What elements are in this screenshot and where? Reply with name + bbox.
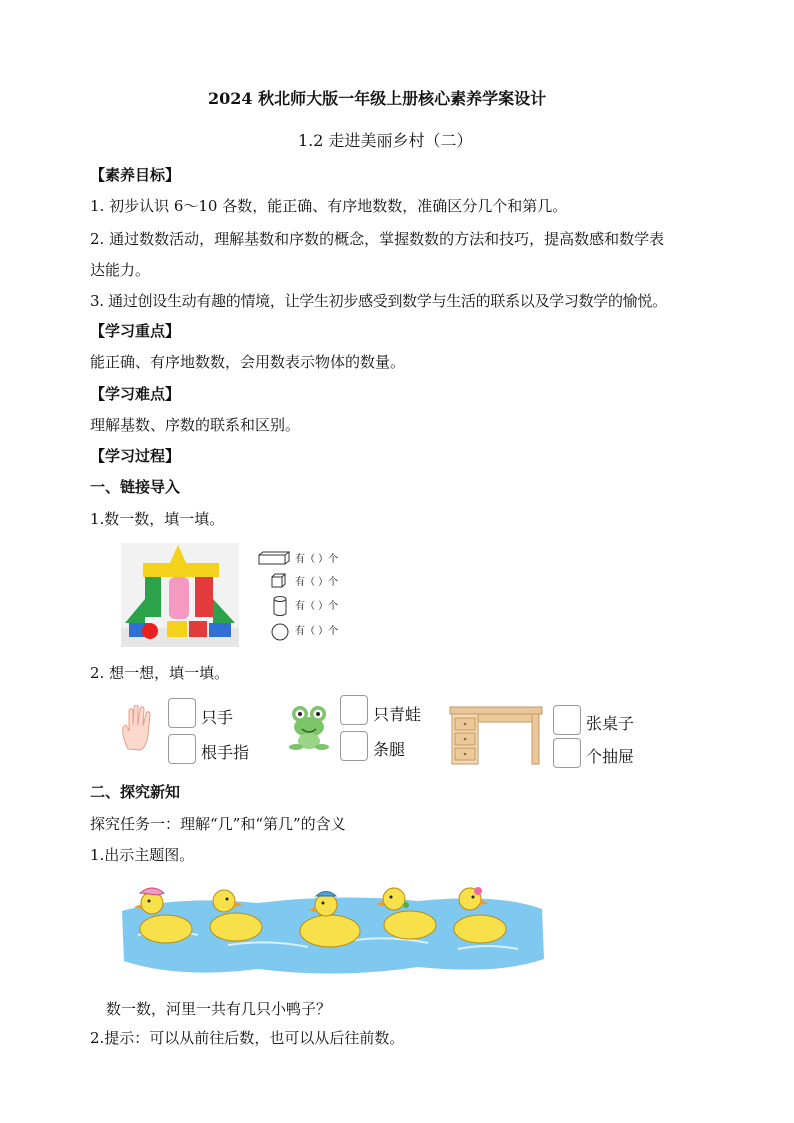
hand-image: [120, 705, 156, 751]
focus-text: 能正确、有序地数数，会用数表示物体的数量。: [90, 353, 406, 371]
building-blocks-image: [121, 543, 239, 647]
cuboid-icon: [258, 551, 290, 565]
answer-box-desks[interactable]: [553, 705, 581, 735]
goals-heading: 【素养目标】: [90, 166, 181, 184]
goal-3: 3. 通过创设生动有趣的情境，让学生初步感受到数学与生活的联系以及学习数学的愉悦。: [90, 292, 667, 310]
focus-heading: 【学习重点】: [90, 322, 181, 340]
ducks-river-image: [118, 875, 546, 983]
label-frogs: 只青蛙: [373, 705, 422, 724]
frog-image: [288, 705, 330, 751]
hint-text: 2.提示：可以从前往后数，也可以从后往前数。: [90, 1029, 405, 1047]
answer-box-frogs[interactable]: [340, 695, 368, 725]
question-1: 1.数一数，填一填。: [90, 510, 225, 528]
label-hands: 只手: [201, 708, 234, 727]
cylinder-icon: [273, 596, 287, 616]
answer-box-drawers[interactable]: [553, 738, 581, 768]
task-1: 探究任务一：理解“几”和“第几”的含义: [90, 815, 346, 833]
answer-box-fingers[interactable]: [168, 734, 196, 764]
goal-2a: 2. 通过数数活动，理解基数和序数的概念，掌握数数的方法和技巧，提高数感和数学表: [90, 230, 665, 248]
goal-2b: 达能力。: [90, 261, 151, 279]
label-desks: 张桌子: [586, 714, 635, 733]
section2-heading: 二、探究新知: [90, 783, 181, 801]
label-legs: 条腿: [373, 740, 406, 759]
duck-question: 数一数，河里一共有几只小鸭子？: [106, 1000, 332, 1018]
desk-image: [448, 705, 544, 767]
difficulty-text: 理解基数、序数的联系和区别。: [90, 416, 301, 434]
label-fingers: 根手指: [201, 743, 250, 762]
cube-icon: [271, 573, 287, 589]
fill-row-cube: 有（ ）个: [295, 577, 339, 588]
fill-row-sphere: 有（ ）个: [295, 626, 339, 637]
answer-box-hands[interactable]: [168, 698, 196, 728]
process-heading: 【学习过程】: [90, 447, 181, 465]
lesson-title: 1.2 走进美丽乡村（二）: [298, 131, 473, 150]
page-title: 2024 秋北师大版一年级上册核心素养学案设计: [208, 89, 547, 108]
fill-row-cylinder: 有（ ）个: [295, 601, 339, 612]
show-theme-picture: 1.出示主题图。: [90, 846, 195, 864]
goal-1: 1. 初步认识 6～10 各数，能正确、有序地数数，准确区分几个和第几。: [90, 197, 568, 215]
section1-heading: 一、链接导入: [90, 478, 181, 496]
difficulty-heading: 【学习难点】: [90, 385, 181, 403]
fill-row-cuboid: 有（ ）个: [295, 554, 339, 565]
sphere-icon: [271, 623, 289, 641]
label-drawers: 个抽屉: [586, 747, 635, 766]
question-2: 2. 想一想，填一填。: [90, 664, 230, 682]
answer-box-legs[interactable]: [340, 731, 368, 761]
